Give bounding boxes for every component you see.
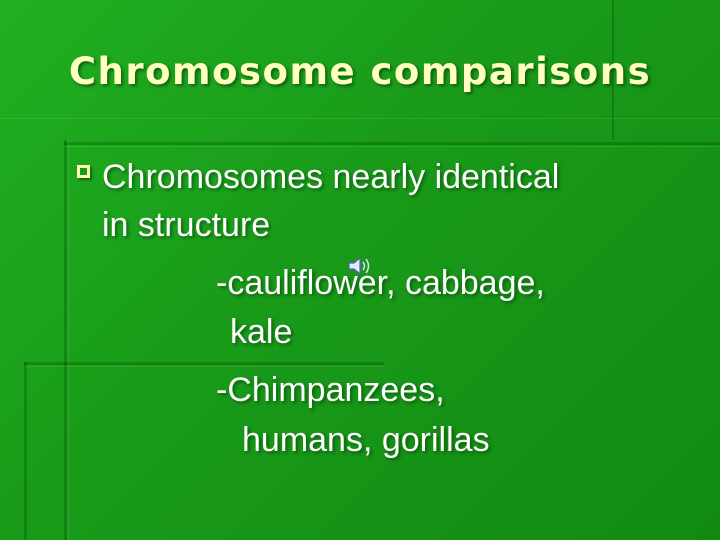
sub-item-1-line-1: -cauliflower, cabbage, [216, 264, 545, 302]
bullet-text-line-1: Chromosomes nearly identical [102, 158, 560, 196]
bullet-text-line-2: in structure [102, 206, 271, 244]
sub-item-2-line-1: -Chimpanzees, [216, 371, 445, 409]
sub-item-2-line-2: humans, gorillas [242, 421, 490, 459]
slide-title: Chromosome comparisons [68, 50, 652, 93]
sub-item-1-line-2: kale [230, 313, 293, 351]
